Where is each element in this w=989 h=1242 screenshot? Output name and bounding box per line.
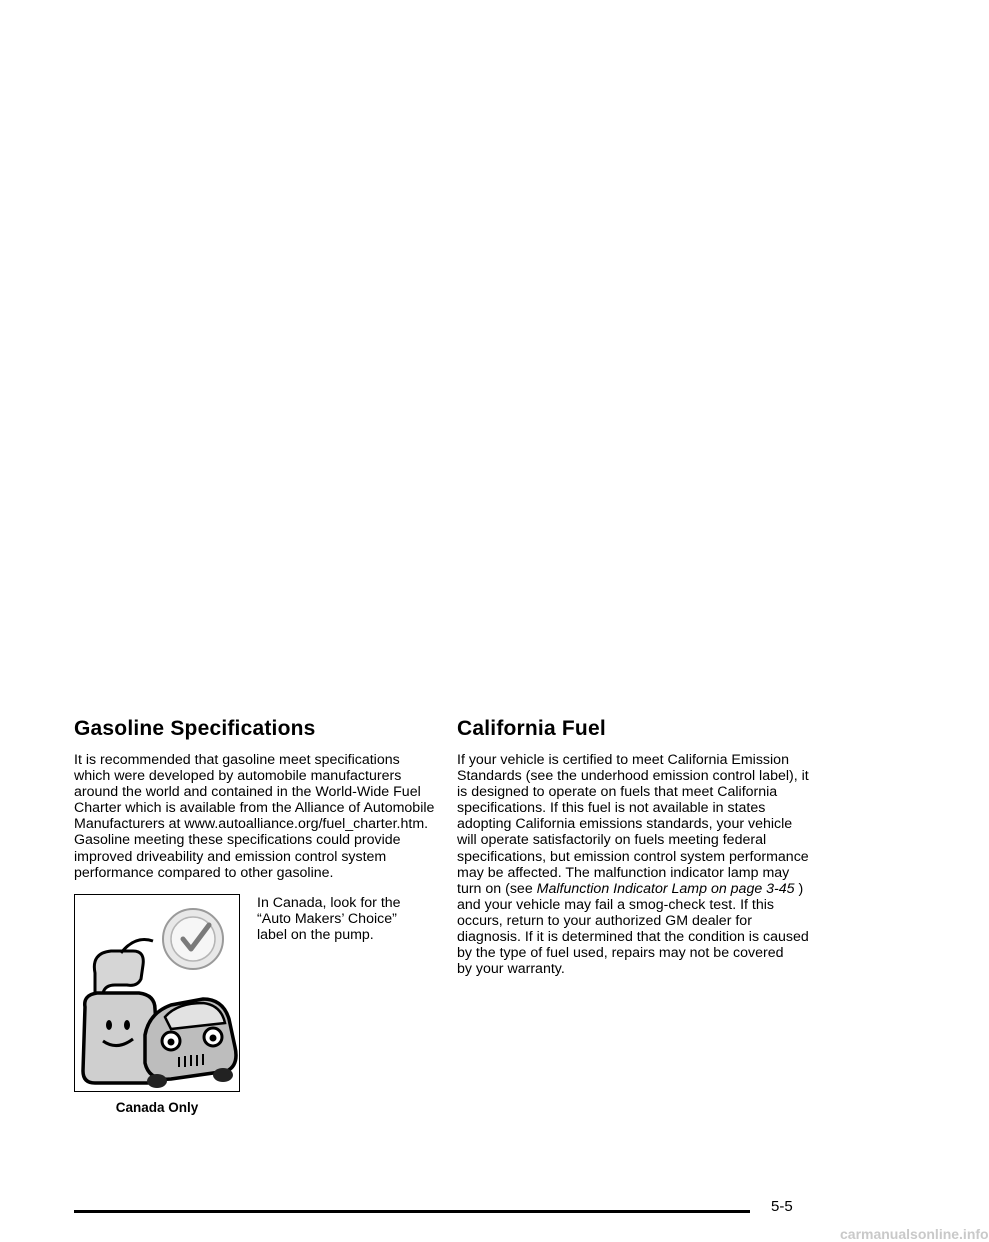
figure-caption: Canada Only: [115, 1100, 199, 1115]
section-body: [457, 752, 827, 977]
section-body: It is recommended that gasoline meet specifications which were developed by automobile manufacturers around the world and contained in the World-Wide Fuel Charter which is available from the Alliance of Automobile Manufacturers at www.autoalliance.org/fuel_charter.htm. Gasoline meeting these specifications could provide improved driveability and emission control system performance compared to other gasoline.: [74, 752, 435, 881]
auto-makers-choice-illustration: [74, 894, 240, 1092]
california-fuel-section: [457, 716, 827, 977]
body-text-part-1: If your vehicle is certified to meet California Emission Standards (see the underhood emission control label), it is designed to operate on fuels that meet California specifications. If this fuel is not available in states adopting California emissions standards, your vehicle will operate satisfactorily on fuels meeting federal specifications, but emission control system performance may be affected. The malfunction indicator lamp may turn on (see: [457, 752, 809, 897]
section-heading: Gasoline Specifications: [74, 717, 316, 740]
section-heading: California Fuel: [457, 717, 606, 740]
watermark: carmanualsonline.info: [840, 1226, 989, 1242]
page-number: 5-5: [771, 1198, 793, 1215]
gasoline-specifications-section: [74, 716, 442, 881]
pump-and-car-icon: [75, 895, 241, 1093]
body-text-part-2: ) and your vehicle may fail a smog-check test. If this occurs, return to your authorized GM dealer for diagnosis. If it is determined that the condition is caused by the type of fuel used, repairs may not be covered by your warranty.: [457, 880, 809, 978]
malfunction-indicator-lamp-reference[interactable]: Malfunction Indicator Lamp on page 3-45: [536, 880, 795, 897]
canada-note: In Canada, look for the “Auto Makers’ Choice” label on the pump.: [257, 895, 401, 944]
footer-rule: [74, 1210, 750, 1213]
